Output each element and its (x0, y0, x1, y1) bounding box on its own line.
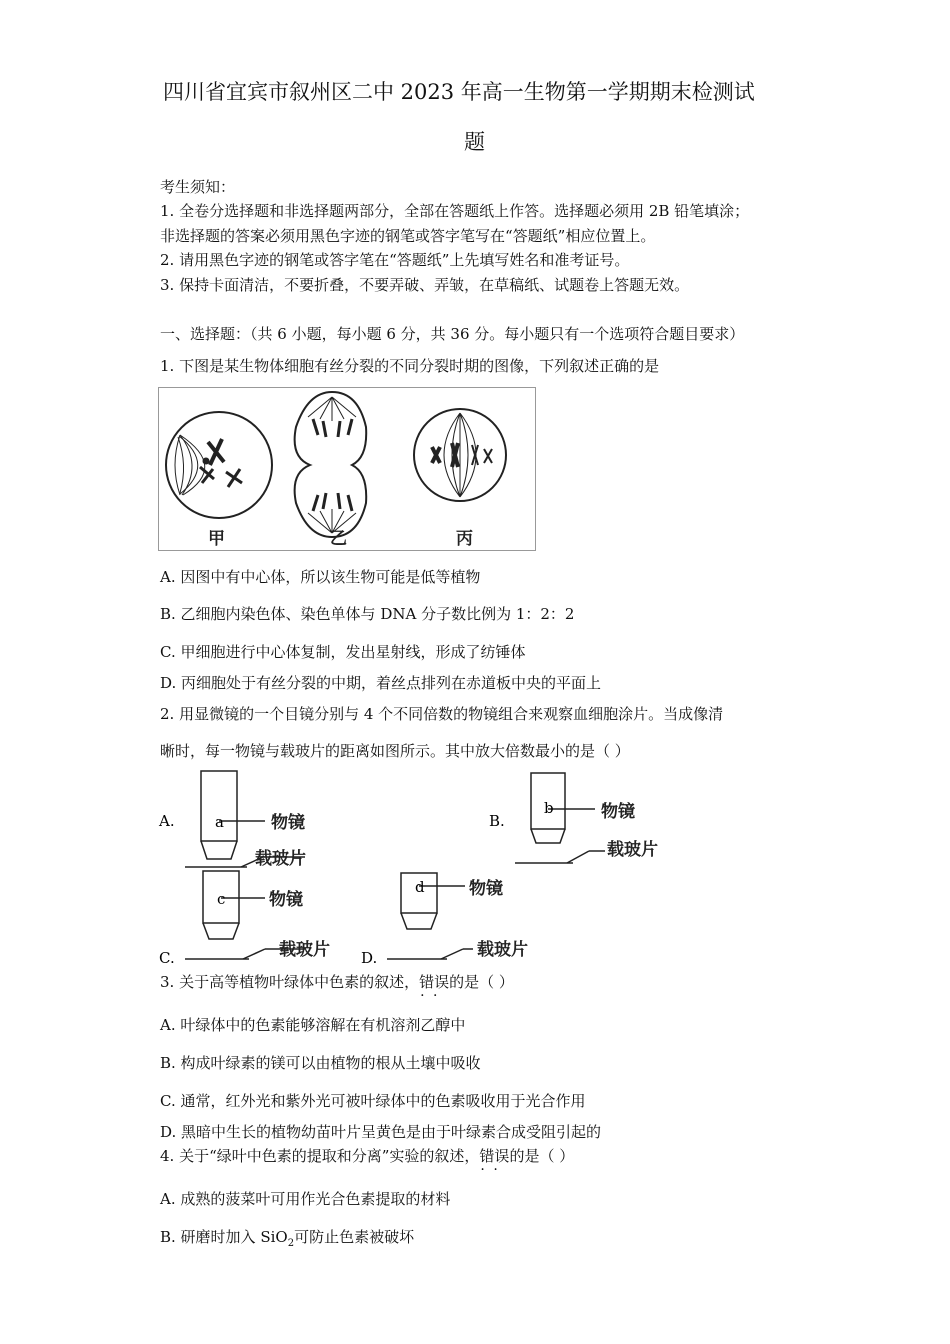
slide-label-a: 载玻片 (255, 849, 306, 869)
q1-option-b: B. 乙细胞内染色体、染色单体与 DNA 分子数比例为 1：2：2 (160, 605, 575, 623)
figure-label-yi: 乙 (330, 529, 347, 549)
q2-stem-line2: 晰时，每一物镜与载玻片的距离如图所示。其中放大倍数最小的是（ ） (160, 742, 630, 760)
q3-option-b: B. 构成叶绿素的镁可以由植物的根从土壤中吸收 (160, 1054, 481, 1072)
lens-letter-b: b (544, 799, 554, 817)
lens-d (387, 873, 473, 959)
notice-heading: 考生须知： (160, 178, 236, 196)
mitosis-figure (158, 387, 536, 551)
q1-stem: 1. 下图是某生物体细胞有丝分裂的不同分裂时期的图像，下列叙述正确的是 (160, 357, 660, 375)
notice-item: 1. 全卷分选择题和非选择题两部分，全部在答题纸上作答。选择题必须用 2B 铅笔填涂； (160, 202, 750, 220)
lens-b (515, 773, 605, 863)
section-heading: 一、选择题：（共 6 小题，每小题 6 分，共 36 分。每小题只有一个选项符合题目要求） (160, 325, 745, 343)
option-letter-d: D. (361, 949, 378, 967)
lens-label-d: 物镜 (469, 879, 503, 899)
q4-option-a: A. 成熟的菠菜叶可用作光合色素提取的材料 (160, 1190, 451, 1208)
lens-letter-d: d (415, 878, 425, 896)
q1-option-a: A. 因图中有中心体，所以该生物可能是低等植物 (160, 568, 481, 586)
q3-option-d: D. 黑暗中生长的植物幼苗叶片呈黄色是由于叶绿素合成受阻引起的 (160, 1123, 602, 1141)
objective-lens-figure (155, 763, 715, 968)
page-title-line1: 四川省宜宾市叙州区二中 2023 年高一生物第一学期期末检测试 (163, 80, 755, 104)
lens-label-c: 物镜 (269, 890, 303, 910)
q4-option-b (160, 1227, 414, 1254)
page-title-line2: 题 (464, 130, 485, 154)
q4-option-b-post: 可防止色素被破坏 (294, 1228, 415, 1246)
slide-label-b: 载玻片 (607, 840, 658, 860)
q3-stem-pre: 3. 关于高等植物叶绿体中色素的叙述， (160, 973, 420, 991)
q4-stem-pre: 4. 关于“绿叶中色素的提取和分离”实验的叙述， (160, 1147, 480, 1165)
lens-letter-a: a (215, 813, 224, 831)
slide-label-c: 载玻片 (279, 940, 330, 960)
q3-option-c: C. 通常，红外光和紫外光可被叶绿体中的色素吸收用于光合作用 (160, 1092, 586, 1110)
q4-option-b-pre: B. 研磨时加入 SiO (160, 1228, 288, 1246)
q2-stem-line1: 2. 用显微镜的一个目镜分别与 4 个不同倍数的物镜组合来观察血细胞涂片。当成像清 (160, 705, 724, 723)
figure-label-bing: 丙 (456, 529, 473, 549)
q3-stem-post: 的是（ ） (449, 973, 514, 991)
option-letter-a: A. (159, 812, 175, 830)
q3-stem (160, 972, 514, 992)
option-letter-b: B. (489, 812, 505, 830)
notice-item: 3. 保持卡面清洁，不要折叠，不要弄破、弄皱，在草稿纸、试题卷上答题无效。 (160, 276, 690, 294)
option-letter-c: C. (159, 949, 175, 967)
q4-stem (160, 1146, 574, 1166)
lens-label-a: 物镜 (271, 813, 305, 833)
q1-option-d: D. 丙细胞处于有丝分裂的中期，着丝点排列在赤道板中央的平面上 (160, 674, 602, 692)
q1-option-c: C. 甲细胞进行中心体复制，发出星射线，形成了纺锤体 (160, 643, 526, 661)
q3-option-a: A. 叶绿体中的色素能够溶解在有机溶剂乙醇中 (160, 1016, 466, 1034)
q3-stem-emphasis: 错误 · · (419, 972, 449, 992)
notice-item: 2. 请用黑色字迹的钢笔或答字笔在“答题纸”上先填写姓名和准考证号。 (160, 251, 630, 269)
q4-stem-post: 的是（ ） (509, 1147, 575, 1165)
lens-label-b: 物镜 (601, 802, 635, 822)
slide-label-d: 载玻片 (477, 940, 528, 960)
lens-letter-c: c (217, 890, 226, 908)
figure-label-jia: 甲 (208, 529, 225, 549)
q4-stem-emphasis: 错误 · · (479, 1146, 509, 1166)
q4-option-b-subscript: 2 (287, 1238, 295, 1249)
notice-item: 非选择题的答案必须用黑色字迹的钢笔或答字笔写在“答题纸”相应位置上。 (160, 227, 656, 245)
